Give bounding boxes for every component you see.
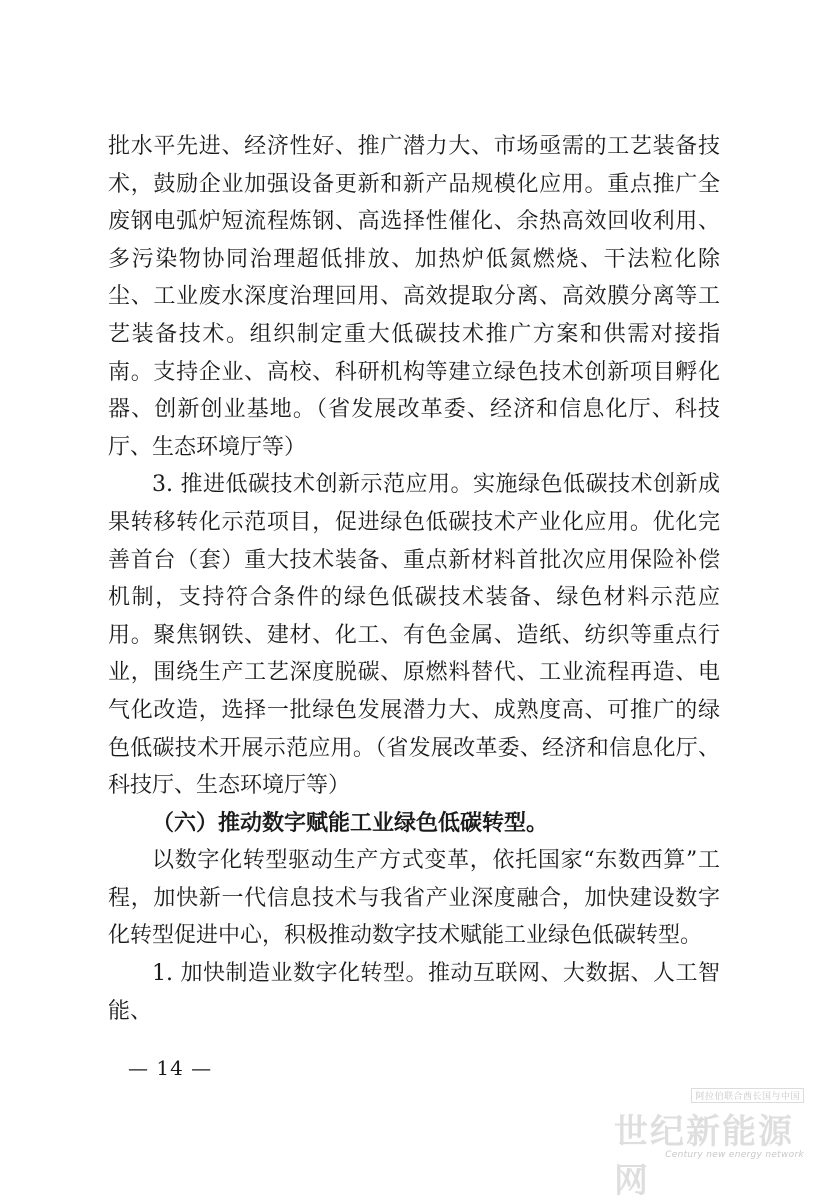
section-heading-6: （六）推动数字赋能工业绿色低碳转型。 <box>152 810 549 836</box>
watermark-main-text: 世纪新能源网 <box>614 1112 794 1201</box>
paragraph-item-1: 1. 加快制造业数字化转型。推动互联网、大数据、人工智能、 <box>108 961 720 1024</box>
paragraph-item-3: 3. 推进低碳技术创新示范应用。实施绿色低碳技术创新成果转移转化示范项目，促进绿色低碳技术产业化应用。优化完善首台（套）重大技术装备、重点新材料首批次应用保险补偿机制，支持符合条件的绿色低碳技术装备、绿色材料示范应用。聚焦钢铁、建材、化工、有色金属、造纸、纺织等重点行业，围绕生产工艺深度脱碳、原燃料替代、工业流程再造、电气化改造，选择一批绿色发展潜力大、成熟度高、可推广的绿色低碳技术开展示范应用。（省发展改革委、经济和信息化厅、科技厅、生态环境厅等） <box>108 472 720 799</box>
watermark-sub-text: Century new energy network <box>665 1150 804 1160</box>
paragraph-section-intro: 以数字化转型驱动生产方式变革，依托国家“东数西算”工程，加快新一代信息技术与我省产业深度融合，加快建设数字化转型促进中心，积极推动数字技术赋能工业绿色低碳转型。 <box>108 848 720 949</box>
watermark-top-text: 阿拉伯联合酋长国与中国 <box>691 1088 804 1103</box>
page-number: — 14 — <box>128 1056 213 1080</box>
paragraph-continuation: 批水平先进、经济性好、推广潜力大、市场亟需的工艺装备技术，鼓励企业加强设备更新和新产品规模化应用。重点推广全废钢电弧炉短流程炼钢、高选择性催化、余热高效回收利用、多污染物协同治理超低排放、加热炉低氮燃烧、干法粒化除尘、工业废水深度治理回用、高效提取分离、高效膜分离等工艺装备技术。组织制定重大低碳技术推广方案和供需对接指南。支持企业、高校、科研机构等建立绿色技术创新项目孵化器、创新创业基地。（省发展改革委、经济和信息化厅、科技厅、生态环境厅等） <box>108 134 720 460</box>
watermark-logo <box>614 1088 804 1201</box>
body-text <box>108 128 720 1030</box>
